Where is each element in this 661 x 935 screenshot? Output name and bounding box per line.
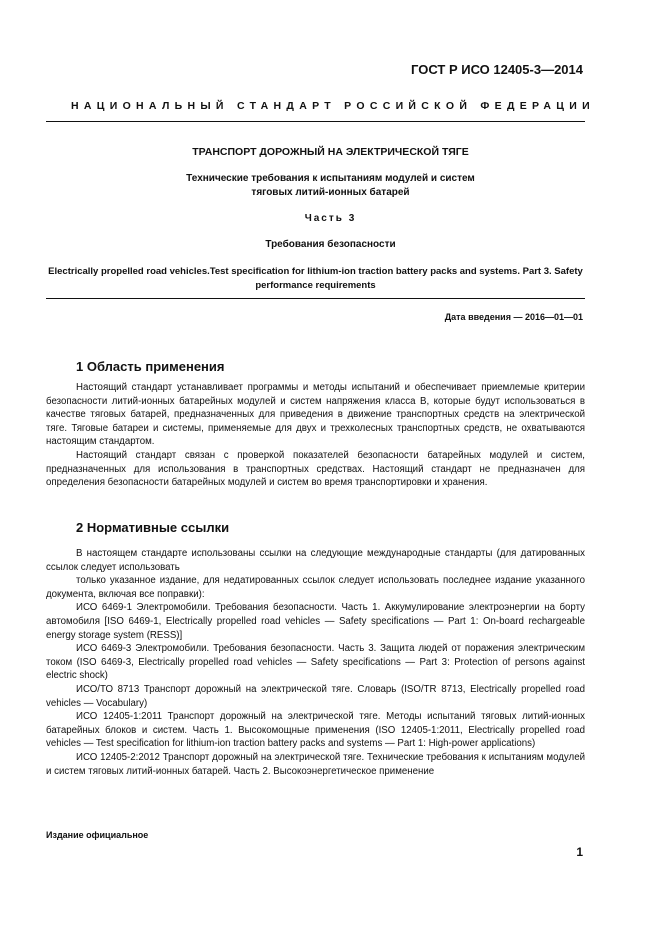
paragraph: Настоящий стандарт устанавливает программы и методы испытаний и обеспечивает приемлемые критерии безопасности литий-ионных батарейных модулей и систем напряжения класса В, которые будут использоваться в качестве тяговых батарей, предназначенных для приведения в движение транспортных средств на электрической тяге. Тяговые батареи и системы, применяемые для двух и трехколесных транспортных средств, не охватываются настоящим стандартом.	[46, 382, 585, 448]
document-title: ТРАНСПОРТ ДОРОЖНЫЙ НА ЭЛЕКТРИЧЕСКОЙ ТЯГЕ	[192, 146, 469, 158]
part-label: Часть 3	[304, 213, 357, 224]
english-title: Electrically propelled road vehicles.Test specification for lithium-ion traction battery packs and systems. Part 3. Safety performance requirements	[48, 266, 583, 291]
reference-item: ИСО 6469-1 Электромобили. Требования безопасности. Часть 1. Аккумулирование электроэнергии на борту автомобиля [ISO 6469-1, Electrically propelled road vehicles — Safety specifications — Part 1: On-board rechargeable energy storage system (RESS)]	[46, 602, 585, 641]
section-heading-scope: 1 Область применения	[76, 359, 225, 374]
page-number: 1	[576, 845, 583, 859]
paragraph: только указанное издание, для недатированных ссылок следует использовать последнее издание указанного документа, включая все поправки):	[46, 575, 585, 600]
subtitle-text: Технические требования к испытаниям модулей и систем тяговых литий-ионных батарей	[186, 173, 475, 198]
paragraph: В настоящем стандарте использованы ссылки на следующие международные стандарты (для датированных ссылок следует использовать	[46, 548, 585, 573]
paragraph: Настоящий стандарт связан с проверкой показателей безопасности батарейных модулей и систем, предназначенных для использования в транспортных средствах. Настоящий стандарт не предназначен для определения безопасности батарейных модулей и систем во время транспортировки и хранения.	[46, 449, 585, 489]
reference-item: ИСО 12405-1:2011 Транспорт дорожный на электрической тяге. Методы испытаний тяговых литий-ионных батарейных блоков и систем. Часть 1. Высокомощные применения (ISO 12405-1:2011, Electrically propelled road vehicles — Test specification for lithium-ion traction battery packs and systems — Part 1: High-power applications)	[46, 711, 585, 750]
section-body-scope	[46, 381, 585, 490]
reference-item: ИСО 12405-2:2012 Транспорт дорожный на электрической тяге. Технические требования к испытаниям модулей и систем тяговых литий-ионных батарей. Часть 2. Высокоэнергетическое применение	[46, 751, 585, 777]
standard-code: ГОСТ Р ИСО 12405-3—2014	[411, 62, 583, 77]
section-body-references	[46, 547, 585, 778]
reference-item: ИСО/ТО 8713 Транспорт дорожный на электрической тяге. Словарь (ISO/TR 8713, Electrically propelled road vehicles — Vocabulary)	[46, 683, 585, 709]
title-divider	[46, 298, 585, 299]
header-divider	[46, 121, 585, 122]
introduction-date: Дата введения — 2016—01—01	[444, 312, 583, 322]
official-edition-label: Издание официальное	[46, 830, 149, 840]
document-subtitle	[180, 172, 481, 200]
national-standard-heading: НАЦИОНАЛЬНЫЙ СТАНДАРТ РОССИЙСКОЙ ФЕДЕРАЦИИ	[71, 100, 595, 112]
reference-item: ИСО 6469-3 Электромобили. Требования безопасности. Часть 3. Защита людей от поражения электрическим током (ISO 6469-3, Electrically propelled road vehicles — Safety specifications — Part 3: Protection of persons against electric shock)	[46, 643, 585, 682]
part-title: Требования безопасности	[265, 239, 396, 250]
section-heading-references: 2 Нормативные ссылки	[76, 520, 230, 535]
